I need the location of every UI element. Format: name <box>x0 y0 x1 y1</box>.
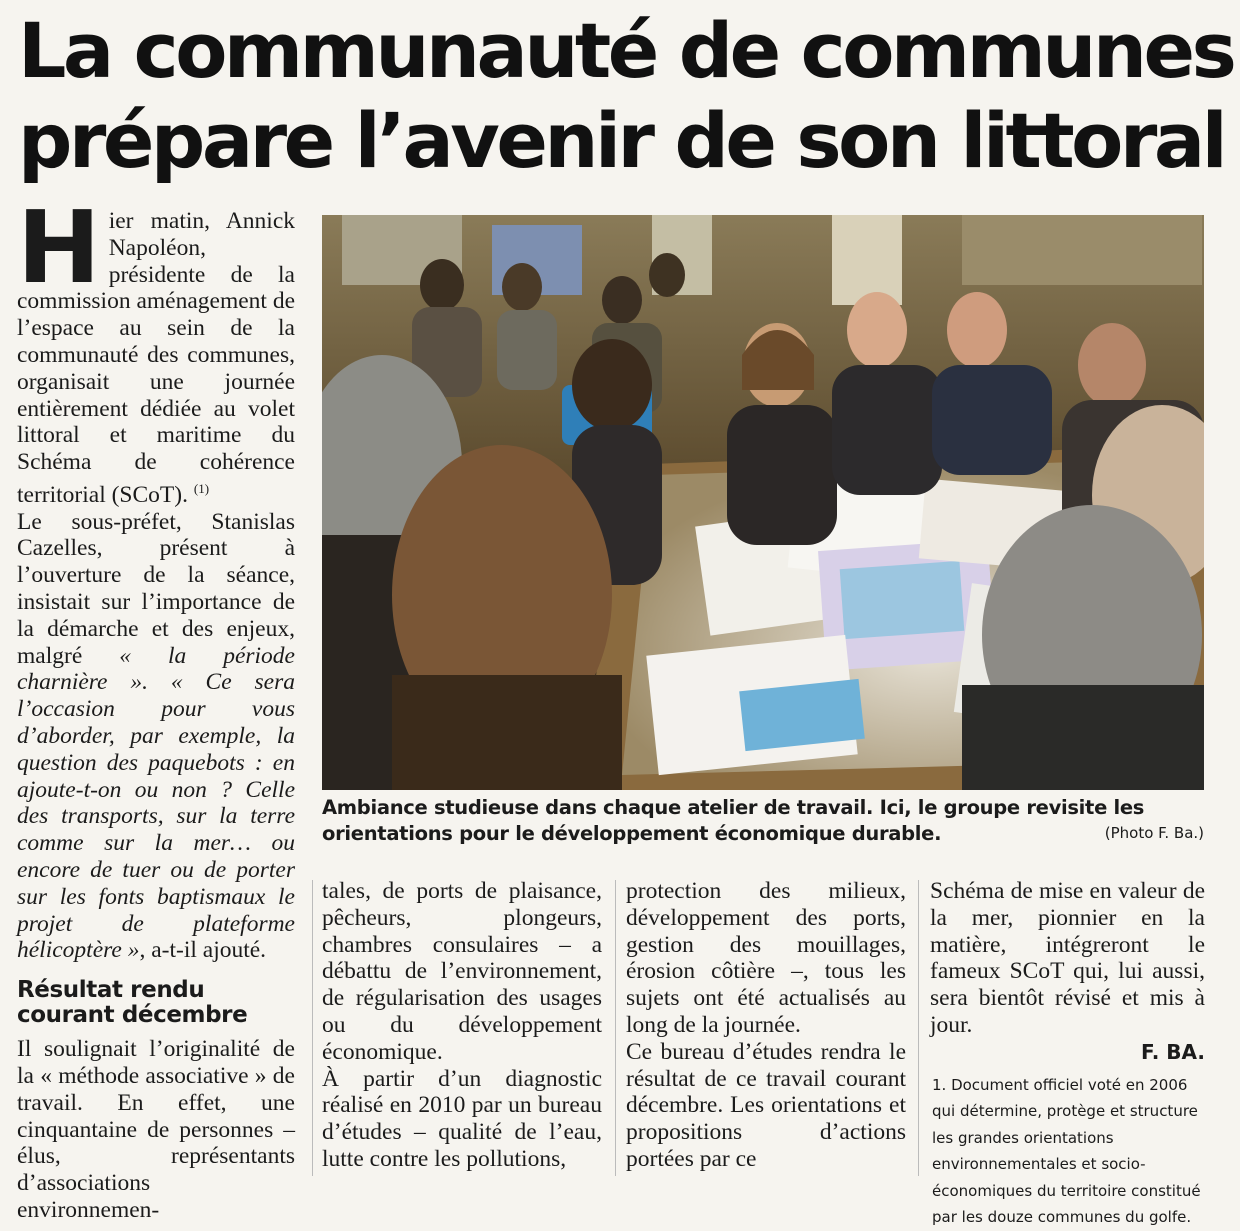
headline-line-1: La communauté de communes <box>18 6 1234 95</box>
prefet-text: Le sous-préfet, Stanislas Cazelles, présent à l’ouverture de la séance, insistait sur l’importance de la démarche et des enjeux, malgré <box>17 508 295 669</box>
headline-line-2: prépare l’avenir de son littoral <box>18 96 1225 185</box>
headline <box>18 6 1234 186</box>
intro-text: ier matin, Annick Napoléon, présidente de la commission aménagement de l’espace au sein de la communauté des communes, organisait une journée entièrement dédiée au volet littoral et maritime du Schéma de cohérence territorial (SCoT). <box>17 208 296 508</box>
subheading: Résultat rendu courant décembre <box>17 977 248 1029</box>
signature: F. BA. <box>1141 1039 1205 1064</box>
photo-caption: Ambiance studieuse dans chaque atelier de travail. Ici, le groupe revisite les orientations pour le développement économique durable. <box>322 796 1145 845</box>
footnote-ref: (1) <box>193 480 210 496</box>
quote-periode: « la période charnière ». <box>17 642 295 696</box>
photo-credit: (Photo F. Ba.) <box>1104 824 1204 842</box>
column-2-text-b: À partir d’un diagnostic réalisé en 2010 par un bureau d’études – qualité de l’eau, lutte contre les pollutions, <box>322 1065 602 1172</box>
column-3 <box>626 878 906 1173</box>
column-rule <box>312 880 313 1176</box>
intro-paragraph <box>17 189 296 509</box>
article-photo <box>322 215 1204 790</box>
quote-prefet: « Ce sera l’occasion pour vous d’aborder, par exemple, la question des paquebots : en ajoute-t-on ou non ? Celle des transports, sur la terre comme sur la mer… ou encore de tuer ou de porter sur les fonts baptismaux le projet de plateforme hélicoptère » <box>17 669 296 964</box>
column-rule <box>615 880 616 1176</box>
column-1 <box>17 189 296 1224</box>
dropcap: H <box>17 189 101 306</box>
column-2 <box>322 878 602 1173</box>
meeting-photo-illustration <box>322 215 1204 790</box>
prefet-paragraph <box>17 509 295 965</box>
footnote: 1. Document officiel voté en 2006 qui détermine, protège et structure les grandes orientations environnementales et socio-économiques du territoire constitué par les douze communes du golfe. <box>932 1075 1201 1227</box>
methode-paragraph: Il soulignait l’originalité de la « méthode associative » de travail. En effet, une cinquantaine de personnes – élus, représentants d’associations environnemen- <box>17 1036 295 1223</box>
column-rule <box>918 880 919 1176</box>
column-3-text: protection des milieux, développement des ports, gestion des mouillages, érosion côtière –, tous les sujets ont été actualisés au long de la journée. <box>626 878 906 1038</box>
column-3-text-b: Ce bureau d’études rendra le résultat de ce travail courant décembre. Les orientations et propositions d’actions portées par ce <box>626 1038 906 1172</box>
column-4-text: Schéma de mise en valeur de la mer, pionnier en la matière, intégreront le fameux SCoT qui, lui aussi, sera bientôt révisé et mis à jour. <box>930 878 1205 1038</box>
column-2-text: tales, de ports de plaisance, pêcheurs, plongeurs, chambres consulaires – a débattu de l’environnement, de régularisation des usages ou du développement économique. <box>322 878 602 1065</box>
prefet-end: , a-t-il ajouté. <box>139 937 267 964</box>
column-4 <box>930 878 1205 1231</box>
